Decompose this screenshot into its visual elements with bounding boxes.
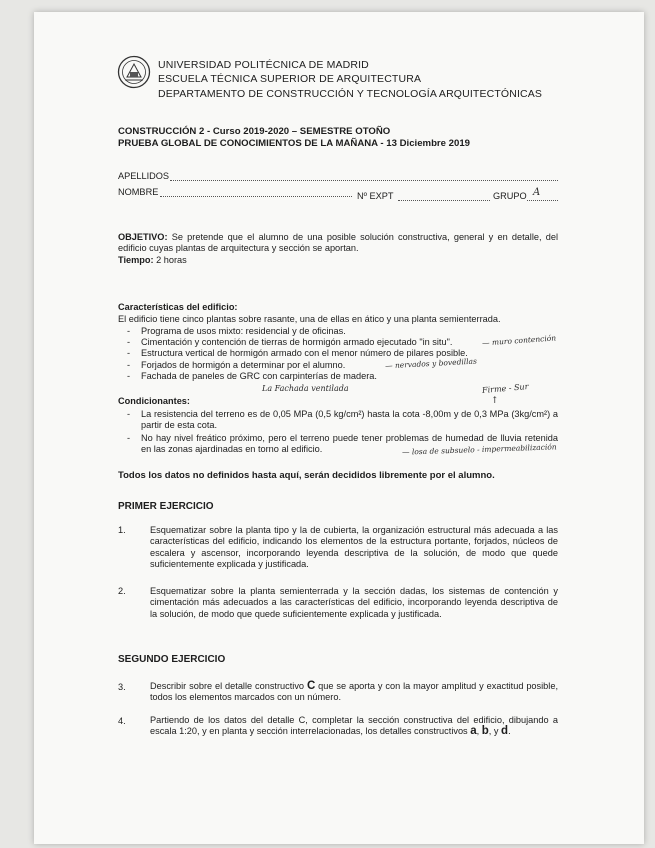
- exercise-number: 2.: [118, 586, 126, 596]
- exercise-4-text: Partiendo de los datos del detalle C, completar la sección constructiva del edificio, dibujando a escala 1:20, y en planta y sección interrelacionadas, los detalles constructivos a, b, y d.: [150, 715, 558, 738]
- detail-b-label: b: [481, 725, 489, 738]
- caracteristicas-heading: Características del edificio:: [118, 302, 238, 312]
- arrow-mark-icon: ↑: [491, 396, 499, 406]
- tiempo-label: Tiempo:: [118, 255, 154, 265]
- header-department: DEPARTAMENTO DE CONSTRUCCIÓN Y TECNOLOGÍA ARQUITECTÓNICAS: [158, 88, 543, 100]
- apellidos-label: APELLIDOS: [118, 171, 170, 181]
- list-item: - Forjados de hormigón a determinar por el alumno.: [127, 360, 346, 370]
- exam-title: CONSTRUCCIÓN 2 - Curso 2019-2020 – SEMESTRE OTOÑO: [118, 126, 391, 137]
- grupo-value: A: [533, 187, 541, 198]
- nombre-field[interactable]: [160, 196, 352, 197]
- exercise-2-text: Esquematizar sobre la planta semienterrada y la sección dadas, los sistemas de contención y cimentación más adecuados a las características del edificio, incorporando leyenda descriptiva de la solución, de modo que quede suficientemente explicada y justificada.: [150, 586, 558, 619]
- segundo-ejercicio-heading: SEGUNDO EJERCICIO: [118, 654, 226, 665]
- expt-field[interactable]: [398, 200, 490, 201]
- list-item: - Cimentación y contención de tierras de hormigón armado ejecutado "in situ".: [127, 337, 453, 347]
- exercise-3-text: Describir sobre el detalle constructivo C que se aporta y con la mayor amplitud y exactitud posible, todos los elementos marcados con un número.: [150, 680, 558, 703]
- condicionante-2: No hay nivel freático próximo, pero el terreno puede tener problemas de humedad de lluvia retenida en las zonas ajardinadas en torno al edificio.: [141, 433, 558, 455]
- nombre-label: NOMBRE: [118, 187, 159, 197]
- handwritten-note: — losa de subsuelo - impermeabilización: [401, 442, 557, 457]
- apellidos-field[interactable]: [170, 180, 558, 181]
- exercise-number: 1.: [118, 525, 126, 535]
- detail-c-label: C: [306, 680, 316, 692]
- header-university: UNIVERSIDAD POLITÉCNICA DE MADRID: [158, 59, 369, 71]
- list-item: - Fachada de paneles de GRC con carpinterías de madera.: [127, 371, 377, 381]
- caracteristicas-intro: El edificio tiene cinco plantas sobre rasante, una de ellas en ático y una planta semienterrada.: [118, 314, 501, 324]
- list-item-dash: -: [127, 409, 131, 419]
- list-item: - Estructura vertical de hormigón armado con el menor número de pilares posible.: [127, 348, 468, 358]
- grupo-label: GRUPO: [493, 191, 527, 201]
- primer-ejercicio-heading: PRIMER EJERCICIO: [118, 501, 214, 512]
- handwritten-note: Firme - Sur: [481, 381, 529, 396]
- condicionantes-heading: Condicionantes:: [118, 396, 190, 406]
- tiempo-value: 2 horas: [153, 255, 187, 265]
- objetivo-label: OBJETIVO:: [118, 232, 168, 242]
- list-item: - Programa de usos mixto: residencial y de oficinas.: [127, 326, 346, 336]
- exercise-1-text: Esquematizar sobre la planta tipo y la de cubierta, la organización estructural más adecuada a las características del edificio, indicando los elementos de la estructura portante, forjados, núcleos de escalera y ascensor, incorporando leyenda descriptiva de la solución, de modo que quede suficientemente explicada y justificada.: [150, 525, 558, 569]
- objetivo-paragraph: [118, 232, 558, 255]
- handwritten-note: La Fachada ventilada: [262, 384, 349, 393]
- expt-label: Nº EXPT: [357, 191, 394, 201]
- exam-subtitle: PRUEBA GLOBAL DE CONOCIMIENTOS DE LA MAÑANA - 13 Diciembre 2019: [118, 138, 471, 149]
- detail-a-label: a: [470, 725, 477, 738]
- grupo-field[interactable]: [527, 200, 558, 201]
- tiempo-line: [118, 255, 187, 266]
- objetivo-text: Se pretende que el alumno de una posible solución constructiva, general y en detalle, del edificio cuyas plantas de arquitectura y sección se aportan.: [118, 232, 558, 254]
- header-school: ESCUELA TÉCNICA SUPERIOR DE ARQUITECTURA: [158, 73, 422, 85]
- handwritten-note: — muro contención: [481, 333, 557, 348]
- nota-general: Todos los datos no definidos hasta aquí, serán decididos libremente por el alumno.: [118, 470, 495, 481]
- university-seal-logo: [117, 55, 151, 89]
- list-item-dash: -: [127, 433, 131, 443]
- detail-d-label: d: [501, 725, 509, 738]
- exercise-number: 4.: [118, 716, 126, 726]
- exercise-number: 3.: [118, 682, 126, 692]
- condicionante-1: La resistencia del terreno es de 0,05 MPa (0,5 kg/cm²) hasta la cota -8,00m y de 0,3 MPa (3kg/cm²) a partir de esta cota.: [141, 409, 558, 431]
- handwritten-note: — nervados y bovedillas: [384, 356, 478, 371]
